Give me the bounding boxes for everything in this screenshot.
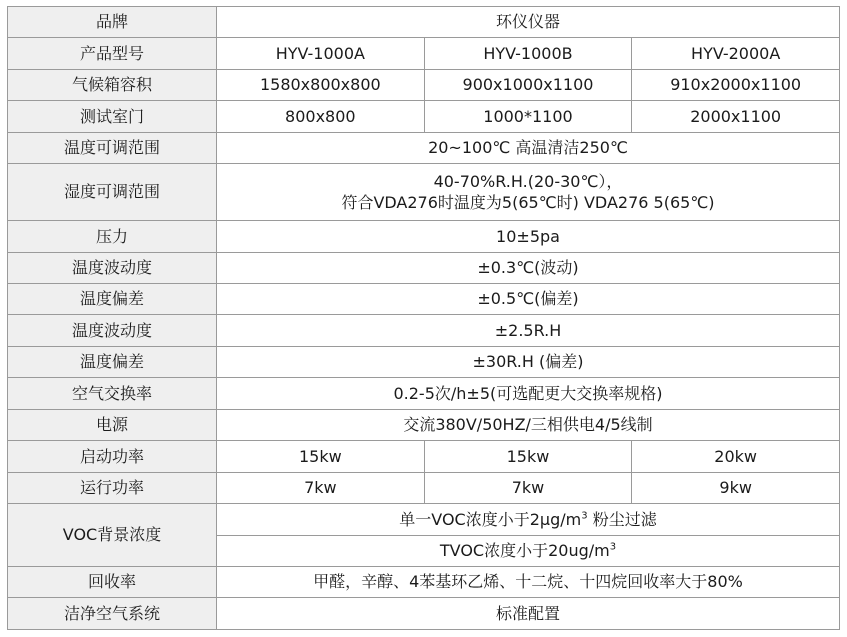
row-label: 电源 bbox=[8, 409, 217, 440]
table-row bbox=[8, 69, 840, 100]
row-label: VOC背景浓度 bbox=[8, 504, 217, 567]
row-value-model-a: HYV-1000A bbox=[217, 38, 425, 69]
voc-single-superscript: 3 bbox=[581, 510, 588, 522]
row-label: 温度波动度 bbox=[8, 315, 217, 346]
row-value-model-a: 800x800 bbox=[217, 101, 425, 132]
row-value-model-b: 7kw bbox=[424, 472, 632, 503]
row-value: 标准配置 bbox=[217, 598, 840, 630]
row-value-line-1: 40-70%R.H.(20-30℃）， bbox=[433, 171, 623, 191]
row-value: ±30R.H (偏差) bbox=[217, 346, 840, 377]
row-value: ±0.5℃(偏差) bbox=[217, 284, 840, 315]
row-value: 交流380V/50HZ/三相供电4/5线制 bbox=[217, 409, 840, 440]
table-row bbox=[8, 164, 840, 221]
specification-table bbox=[7, 6, 840, 630]
table-row bbox=[8, 472, 840, 503]
tvoc-superscript: 3 bbox=[609, 541, 617, 553]
row-label: 产品型号 bbox=[8, 38, 217, 69]
row-label: 空气交换率 bbox=[8, 378, 217, 409]
table-body bbox=[8, 7, 840, 630]
row-label: 品牌 bbox=[8, 7, 217, 38]
row-value-model-c: HYV-2000A bbox=[632, 38, 840, 69]
row-label: 洁净空气系统 bbox=[8, 598, 217, 630]
row-label: 运行功率 bbox=[8, 472, 217, 503]
voc-single-text-pre: 单一VOC浓度小于2μg/m bbox=[399, 509, 582, 529]
row-label: 温度可调范围 bbox=[8, 132, 217, 163]
row-label: 压力 bbox=[8, 221, 217, 252]
row-value-line-2: 符合VDA276时温度为5(65℃时) VDA276 5(65℃) bbox=[341, 193, 715, 213]
row-value-model-a: 7kw bbox=[217, 472, 425, 503]
row-label: 湿度可调范围 bbox=[8, 164, 217, 221]
table-row bbox=[8, 378, 840, 409]
row-value: 环仪仪器 bbox=[217, 7, 840, 38]
row-value-model-b: 900x1000x1100 bbox=[424, 69, 632, 100]
row-label: 测试室门 bbox=[8, 101, 217, 132]
row-value-model-c: 910x2000x1100 bbox=[632, 69, 840, 100]
table-row bbox=[8, 252, 840, 283]
row-value-model-b: 15kw bbox=[424, 441, 632, 472]
row-label: 温度偏差 bbox=[8, 346, 217, 377]
row-value-model-b: HYV-1000B bbox=[424, 38, 632, 69]
row-value-tvoc bbox=[217, 535, 840, 566]
table-row bbox=[8, 346, 840, 377]
row-label: 温度偏差 bbox=[8, 284, 217, 315]
table-row bbox=[8, 7, 840, 38]
row-value-model-b: 1000*1100 bbox=[424, 101, 632, 132]
table-row bbox=[8, 566, 840, 597]
table-row bbox=[8, 101, 840, 132]
table-row bbox=[8, 221, 840, 252]
row-label: 温度波动度 bbox=[8, 252, 217, 283]
tvoc-text-pre: TVOC浓度小于20ug/m bbox=[439, 540, 610, 560]
table-row bbox=[8, 504, 840, 535]
table-row bbox=[8, 284, 840, 315]
row-value: 10±5pa bbox=[217, 221, 840, 252]
row-label: 启动功率 bbox=[8, 441, 217, 472]
row-label: 回收率 bbox=[8, 566, 217, 597]
table-row bbox=[8, 598, 840, 630]
row-value-model-c: 20kw bbox=[632, 441, 840, 472]
row-value-model-c: 9kw bbox=[632, 472, 840, 503]
row-value: 0.2-5次/h±5(可选配更大交换率规格) bbox=[217, 378, 840, 409]
row-value: ±2.5R.H bbox=[217, 315, 840, 346]
table-row bbox=[8, 409, 840, 440]
row-label: 气候箱容积 bbox=[8, 69, 217, 100]
table-row bbox=[8, 315, 840, 346]
table-row bbox=[8, 132, 840, 163]
row-value-model-a: 15kw bbox=[217, 441, 425, 472]
table-row bbox=[8, 441, 840, 472]
row-value-model-a: 1580x800x800 bbox=[217, 69, 425, 100]
row-value-voc-single bbox=[217, 504, 840, 535]
row-value bbox=[217, 164, 840, 221]
voc-single-text-post: 粉尘过滤 bbox=[587, 509, 657, 529]
row-value: 20~100℃ 高温清洁250℃ bbox=[217, 132, 840, 163]
row-value: ±0.3℃(波动) bbox=[217, 252, 840, 283]
row-value-model-c: 2000x1100 bbox=[632, 101, 840, 132]
table-row bbox=[8, 38, 840, 69]
row-value: 甲醛，辛醇、4苯基环乙烯、十二烷、十四烷回收率大于80% bbox=[217, 566, 840, 597]
